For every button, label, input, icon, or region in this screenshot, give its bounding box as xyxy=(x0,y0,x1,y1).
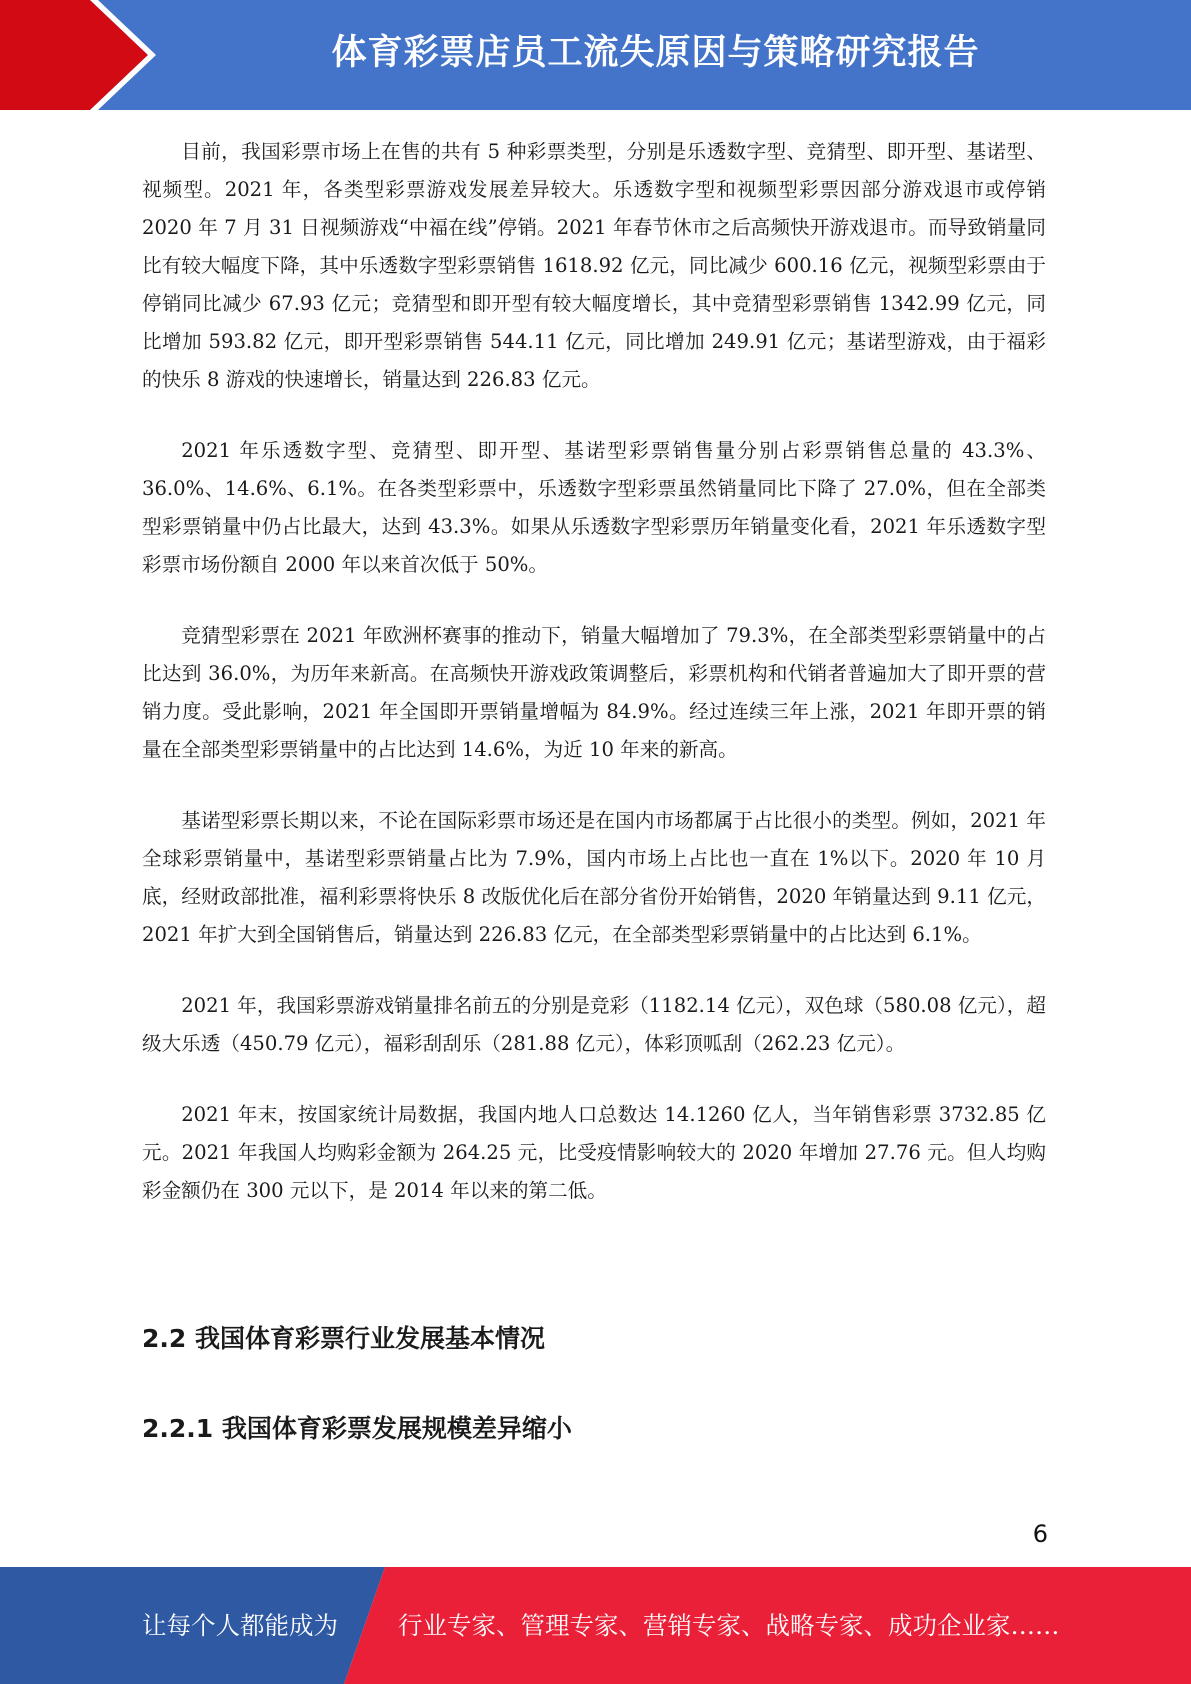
footer-slogan-right: 行业专家、管理专家、营销专家、战略专家、成功企业家…… xyxy=(398,1611,1060,1640)
page-header xyxy=(0,0,1191,110)
page-footer xyxy=(0,1567,1191,1684)
paragraph: 2021 年末，按国家统计局数据，我国内地人口总数达 14.1260 亿人，当年销售彩票 3732.85 亿元。2021 年我国人均购彩金额为 264.25 元，比受疫情影响较大的 2020 年增加 27.76 元。但人均购彩金额仍在 300 元以下，是 2014 年以来的第二低。 xyxy=(142,1103,1046,1202)
subsection-heading: 2.2.1 我国体育彩票发展规模差异缩小 xyxy=(142,1414,572,1443)
paragraph: 2021 年乐透数字型、竞猜型、即开型、基诺型彩票销售量分别占彩票销售总量的 43.3%、36.0%、14.6%、6.1%。在各类型彩票中，乐透数字型彩票虽然销量同比下降了 27.0%，但在全部类型彩票销量中仍占比最大，达到 43.3%。如果从乐透数字型彩票历年销量变化看，2021 年乐透数字型彩票市场份额自 2000 年以来首次低于 50%。 xyxy=(142,439,1046,576)
paragraph: 目前，我国彩票市场上在售的共有 5 种彩票类型，分别是乐透数字型、竞猜型、即开型、基诺型、视频型。2021 年，各类型彩票游戏发展差异较大。乐透数字型和视频型彩票因部分游戏退市或停销 2020 年 7 月 31 日视频游戏“中福在线”停销。2021 年春节休市之后高频快开游戏退市。而导致销量同比有较大幅度下降，其中乐透数字型彩票销售 1618.92 亿元，同比减少 600.16 亿元，视频型彩票由于停销同比减少 67.93 亿元；竞猜型和即开型有较大幅度增长，其中竞猜型彩票销售 1342.99 亿元，同比增加 593.82 亿元，即开型彩票销售 544.11 亿元，同比增加 249.91 亿元；基诺型游戏，由于福彩的快乐 8 游戏的快速增长，销量达到 226.83 亿元。 xyxy=(142,140,1046,391)
paragraph: 2021 年，我国彩票游戏销量排名前五的分别是竞彩（1182.14 亿元），双色球（580.08 亿元），超级大乐透（450.79 亿元），福彩刮刮乐（281.88 亿元），体彩顶呱刮（262.23 亿元）。 xyxy=(142,994,1046,1055)
body-text xyxy=(142,133,1046,1243)
paragraph: 竞猜型彩票在 2021 年欧洲杯赛事的推动下，销量大幅增加了 79.3%，在全部类型彩票销量中的占比达到 36.0%，为历年来新高。在高频快开游戏政策调整后，彩票机构和代销者普遍加大了即开票的营销力度。受此影响，2021 年全国即开票销量增幅为 84.9%。经过连续三年上涨，2021 年即开票的销量在全部类型彩票销量中的占比达到 14.6%，为近 10 年来的新高。 xyxy=(142,624,1046,761)
page-number: 6 xyxy=(1032,1520,1048,1548)
footer-slogan-left: 让每个人都能成为 xyxy=(142,1611,338,1640)
report-title: 体育彩票店员工流失原因与策略研究报告 xyxy=(331,33,980,73)
paragraph: 基诺型彩票长期以来，不论在国际彩票市场还是在国内市场都属于占比很小的类型。例如，2021 年全球彩票销量中，基诺型彩票销量占比为 7.9%，国内市场上占比也一直在 1%以下。2020 年 10 月底，经财政部批准，福利彩票将快乐 8 改版优化后在部分省份开始销售，2020 年销量达到 9.11 亿元，2021 年扩大到全国销售后，销量达到 226.83 亿元，在全部类型彩票销量中的占比达到 6.1%。 xyxy=(142,809,1046,946)
section-heading: 2.2 我国体育彩票行业发展基本情况 xyxy=(142,1324,545,1353)
